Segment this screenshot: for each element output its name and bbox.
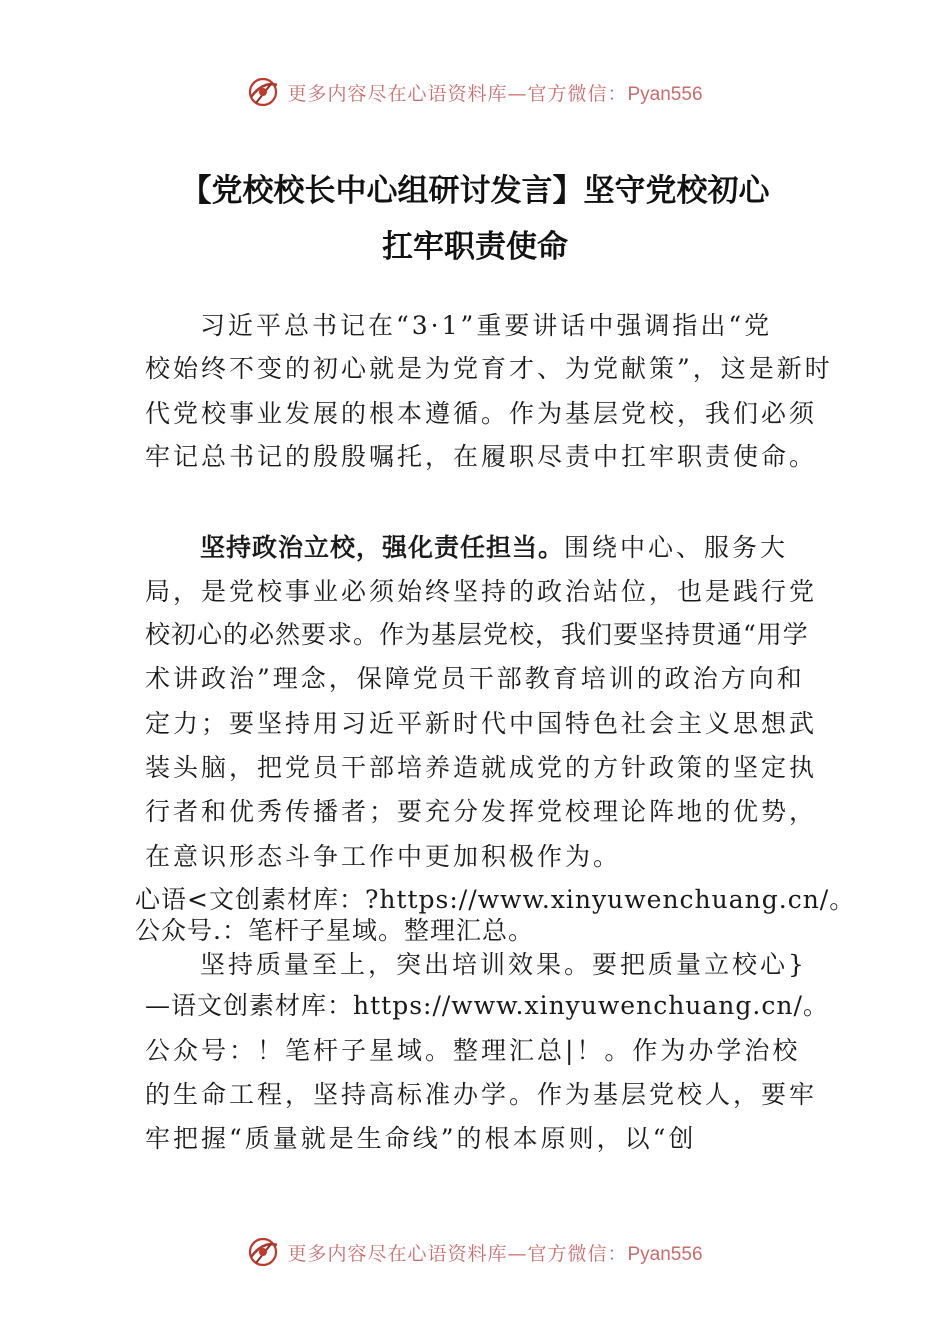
paragraph-line: 习近平总书记在“3·1”重要讲话中强调指出“党	[200, 311, 773, 340]
title-line-2: 扛牢职责使命	[382, 229, 568, 265]
paragraph-line: 代党校事业发展的根本遵循。作为基层党校，我们必须	[145, 399, 818, 428]
paragraph-line: 在意识形态斗争工作中更加积极作为。	[145, 842, 622, 871]
banner-text: 更多内容尽在心语资料库—官方微信：Pyan556	[287, 1242, 703, 1265]
inserted-note-line: 公众号.：笔杆子星域。整理汇总。	[135, 916, 534, 945]
paragraph-line: 坚持政治立校，强化责任担当。围绕中心、服务大	[200, 533, 789, 562]
paragraph-line: 坚持质量至上，突出培训效果。要把质量立校心}	[200, 950, 807, 979]
paragraph-line: 校始终不变的初心就是为党育才、为党献策”，这是新时	[145, 354, 833, 383]
paragraph-line: 装头脑，把党员干部培养造就成党的方针政策的坚定执	[145, 753, 818, 782]
paragraph-line: 行者和优秀传播者；要充分发挥党校理论阵地的优势，	[145, 797, 818, 826]
paragraph-line: 牢记总书记的殷殷嘱托，在履职尽责中扛牢职责使命。	[145, 442, 818, 471]
paragraph-line: 定力；要坚持用习近平新时代中国特色社会主义思想武	[145, 709, 818, 738]
paragraph-line: 公众号：！笔杆子星域。整理汇总|！。作为办学治校	[145, 1036, 801, 1065]
inserted-note-line: 心语<文创素材库：?https://www.xinyuwenchuang.cn/。	[135, 885, 856, 914]
footer-banner	[0, 1232, 950, 1272]
header-banner	[0, 72, 950, 112]
paragraph-line: 的生命工程，坚持高标准办学。作为基层党校人，要牢	[145, 1080, 818, 1109]
document-title	[60, 163, 890, 275]
paragraph-line: 牢把握“质量就是生命线”的根本原则，以“创	[145, 1124, 697, 1153]
paragraph-line: 校初心的必然要求。作为基层党校，我们要坚持贯通“用学	[145, 620, 809, 649]
title-line-1: 【党校校长中心组研讨发言】坚守党校初心	[180, 173, 770, 209]
brand-logo-icon	[247, 75, 281, 109]
paragraph-line: —语文创素材库：https://www.xinyuwenchuang.cn/。	[145, 991, 829, 1020]
paragraph-line: 术讲政治”理念，保障党员干部教育培训的政治方向和	[145, 664, 805, 693]
banner-text: 更多内容尽在心语资料库—官方微信：Pyan556	[287, 82, 703, 105]
section-heading: 坚持政治立校，强化责任担当。	[200, 533, 565, 562]
paragraph-line: 局，是党校事业必须始终坚持的政治站位，也是践行党	[145, 577, 818, 606]
brand-logo-icon	[247, 1235, 281, 1269]
